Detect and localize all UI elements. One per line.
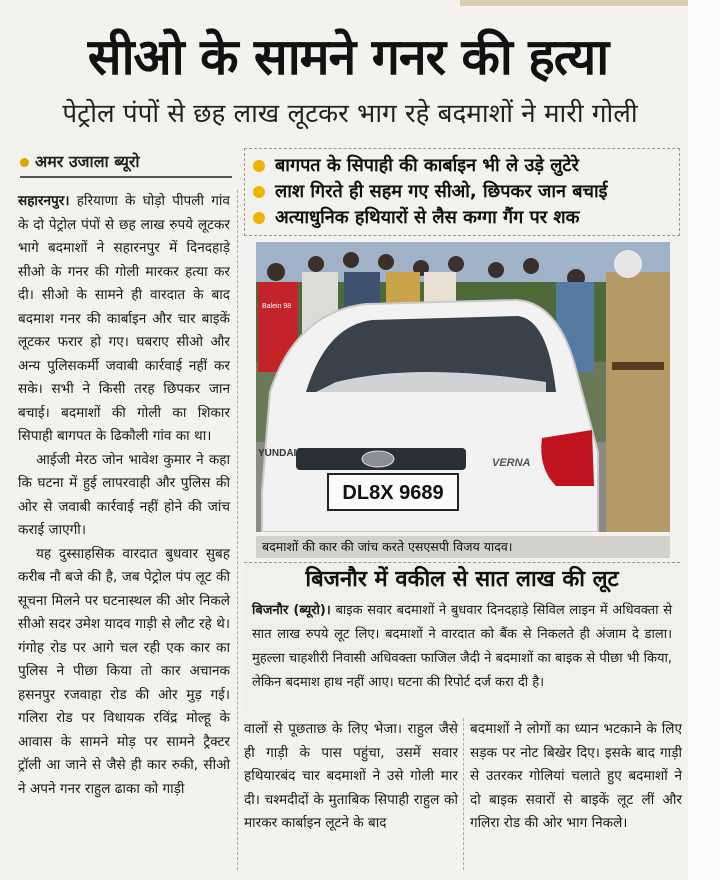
byline xyxy=(20,152,140,172)
shirt-text: Balein 98 xyxy=(262,303,292,310)
car-inspection-photo xyxy=(256,242,670,532)
bullet-dot-icon xyxy=(253,186,265,198)
side-story xyxy=(244,562,680,713)
dateline: सहारनपुर। xyxy=(18,193,70,209)
car-badge-left: YUNDAI xyxy=(258,448,297,459)
bullet-dot-icon xyxy=(253,212,265,224)
page-margin xyxy=(688,0,720,880)
photo-caption: बदमाशों की कार की जांच करते एसएसपी विजय यादव। xyxy=(256,536,670,558)
news-photo xyxy=(256,242,670,532)
side-story-dateline: बिजनौर (ब्यूरो)। xyxy=(252,603,331,618)
paragraph-3-part-2: वालों से पूछताछ के लिए भेजा। राहुल जैसे ही गाड़ी के पास पहुंचा, उसमें सवार हथियारबंद चार बदमाशों ने उसे गोली मार दी। चश्मदीदों के मुताबिक सिपाही राहुल को मारकर कार्बाइन लूटने के बाद xyxy=(244,721,458,831)
column-separator xyxy=(463,718,464,870)
license-plate: DL8X 9689 xyxy=(342,482,444,504)
car-badge-right: VERNA xyxy=(492,457,531,469)
article-column-1 xyxy=(18,190,230,801)
side-story-text: बाइक सवार बदमाशों ने बुधवार दिनदहाड़े सिविल लाइन में अधिवक्ता से सात लाख रुपये लूट लिए। बदमाशों ने वारदात को बैंक से निकलते ही अंजाम दे डाला। मुहल्ला चाहशीरी निवासी अधिवक्ता फाजिल जैदी ने बदमाशों का बाइक से पीछा भी किया, लेकिन बदमाश हाथ नहीं आए। घटना की रिपोर्ट दर्ज करा दी है। xyxy=(252,603,673,690)
bullet-dot-icon xyxy=(253,160,265,172)
side-story-title: बिजनौर में वकील से सात लाख की लूट xyxy=(305,567,619,592)
paragraph-3-part-1: यह दुस्साहसिक वारदात बुधवार सुबह करीब नौ बजे की है, जब पेट्रोल पंप लूट की सूचना मिलने पर घटनास्थल की ओर निकले सीओ सदर उमेश यादव गाड़ी से लौट रहे थे। गंगोह रोड पर आगे चल रही एक कार का पुलिस ने पीछा किया तो कार अचानक हसनपुर रजवाहा रोड की ओर मुड़ गई। गलिरा रोड पर विधायक रविंद्र मोल्हू के आवास के सामने मोड़ पर सामने ट्रैक्टर ट्रॉली आ जाने से जैसे ही कार रुकी, सीओ ने अपने गनर राहुल ढाका को गाड़ी xyxy=(18,545,230,797)
bullet-dot-icon xyxy=(20,158,29,167)
byline-text: अमर उजाला ब्यूरो xyxy=(35,152,140,171)
highlights-box xyxy=(244,148,680,236)
subheadline: पेट्रोल पंपों से छह लाख लूटकर भाग रहे बदमाशों ने मारी गोली xyxy=(62,99,638,129)
highlight-item: बागपत के सिपाही की कार्बाइन भी ले उड़े लुटेरे xyxy=(253,153,671,179)
paragraph-1: हरियाणा के घोड़ो पीपली गांव के दो पेट्रोल पंपों से छह लाख रुपये लूटकर भागे बदमाशों ने सहारनपुर में दिनदहाड़े सीओ के गनर की गोली मारकर हत्या कर दी। सीओ के सामने ही वारदात के बाद बदमाश गनर की कार्बाइन और चार बाइकें लूटकर फरार हो गए। घबराए सीओ और अन्य पुलिसकर्मी जवाबी कार्रवाई नहीं कर सके। सभी ने किसी तरह छिपकर जान बचाई। बदमाशों की गोली का शिकार सिपाही बागपत के ढिकौली गांव का था। xyxy=(18,193,230,444)
column-separator xyxy=(237,190,238,870)
side-story-body xyxy=(252,599,672,695)
paragraph-3-part-3: बदमाशों ने लोगों का ध्यान भटकाने के लिए सड़क पर नोट बिखेर दिए। इसके बाद गाड़ी से उतरकर गोलियां चलाते हुए बदमाशों ने दो बाइक सवारों से बाइकें लूट लीं और गलिरा रोड की ओर भाग निकले। xyxy=(470,721,682,831)
byline-rule xyxy=(20,176,232,178)
headline: सीओ के सामने गनर की हत्या xyxy=(87,28,609,86)
top-strip xyxy=(460,0,688,6)
highlight-item: अत्याधुनिक हथियारों से लैस कग्गा गैंग पर शक xyxy=(253,205,671,231)
paragraph-2: आईजी मेरठ जोन भावेश कुमार ने कहा कि घटना में हुई लापरवाही और पुलिस की ओर से जवाबी कार्रवाई नहीं होने की जांच कराई जाएगी। xyxy=(18,451,230,538)
highlight-item: लाश गिरते ही सहम गए सीओ, छिपकर जान बचाई xyxy=(253,179,671,205)
